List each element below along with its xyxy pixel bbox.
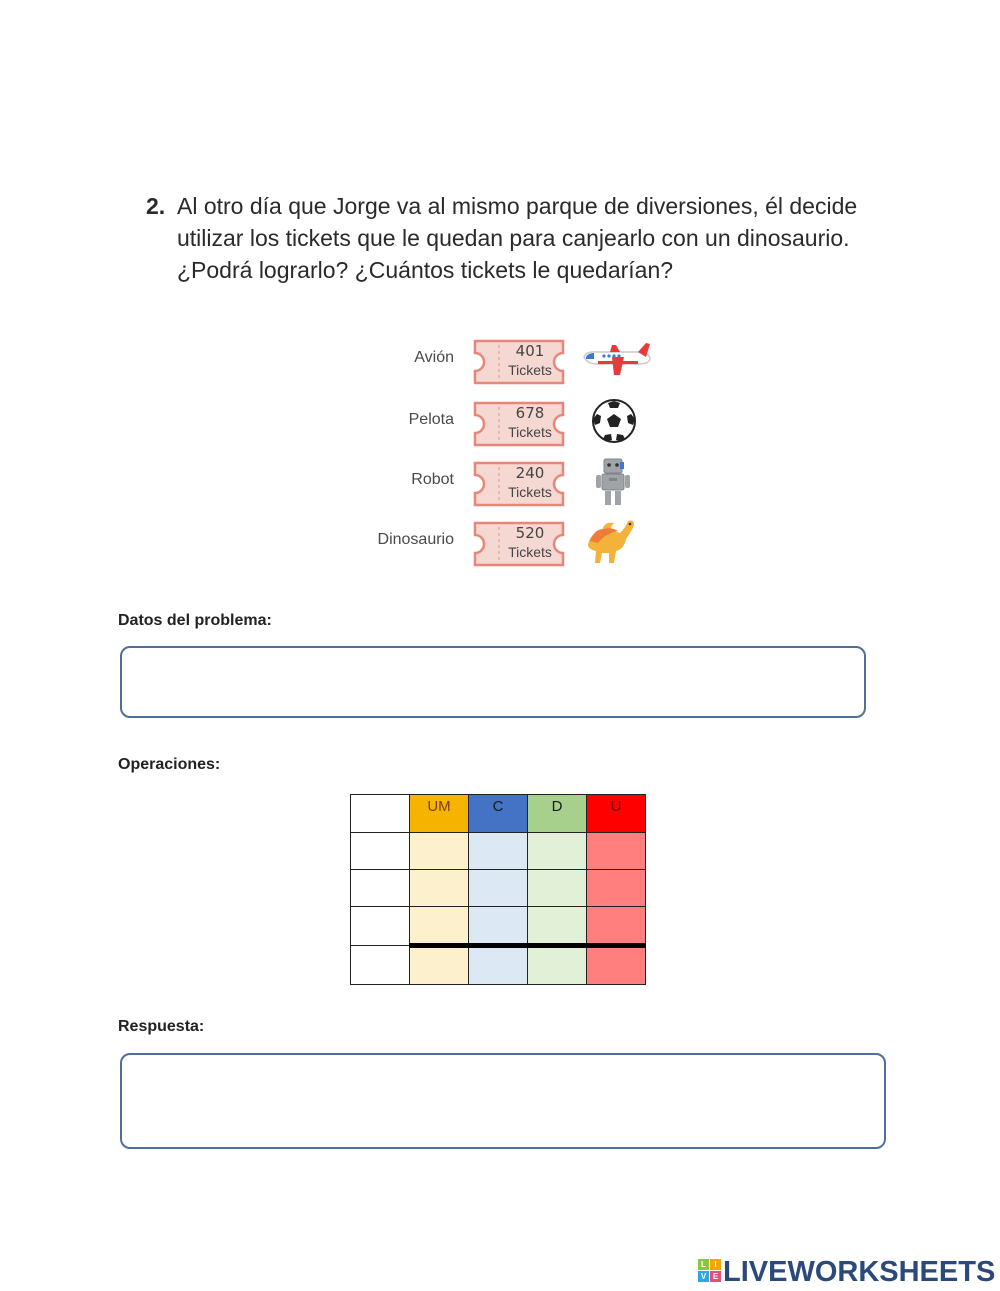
header-cell-um (410, 795, 469, 833)
table-result-row (351, 946, 646, 985)
answer-input[interactable] (120, 1053, 886, 1149)
sign-cell[interactable] (351, 946, 410, 985)
um-cell[interactable] (410, 833, 469, 870)
c-cell[interactable] (469, 946, 528, 985)
table-row (351, 833, 646, 870)
u-cell[interactable] (587, 946, 646, 985)
header-um-label: UM (427, 798, 451, 815)
problem-data-input[interactable] (120, 646, 866, 718)
d-cell[interactable] (528, 946, 587, 985)
logo-tiles-icon (698, 1259, 722, 1283)
table-row (351, 870, 646, 907)
um-cell[interactable] (410, 946, 469, 985)
ticket-unit: Tickets (508, 424, 552, 440)
um-cell[interactable] (410, 870, 469, 907)
u-cell[interactable] (587, 870, 646, 907)
d-cell[interactable] (528, 870, 587, 907)
um-cell[interactable] (410, 907, 469, 946)
question-number: 2. (146, 193, 166, 219)
logo-tile: L (698, 1259, 709, 1270)
ticket-count: 401 (515, 342, 545, 360)
sign-cell[interactable] (351, 907, 410, 946)
header-u-label: U (610, 798, 622, 815)
ticket-unit: Tickets (508, 362, 552, 378)
ticket (473, 401, 565, 447)
u-cell[interactable] (587, 833, 646, 870)
soccer-ball-icon (580, 397, 652, 449)
header-c-label: C (492, 798, 504, 815)
prize-row (370, 457, 670, 507)
prize-name: Robot (411, 471, 454, 488)
ticket (473, 521, 565, 567)
sign-cell[interactable] (351, 833, 410, 870)
header-cell-d (528, 795, 587, 833)
question (146, 190, 906, 286)
prize-list (370, 335, 670, 575)
prize-name: Dinosaurio (377, 531, 454, 548)
c-cell[interactable] (469, 870, 528, 907)
c-cell[interactable] (469, 833, 528, 870)
ticket (473, 461, 565, 507)
logo-tile: E (710, 1271, 721, 1282)
prize-row (370, 517, 670, 567)
ticket-unit: Tickets (508, 544, 552, 560)
prize-row (370, 397, 670, 447)
logo-tile: I (710, 1259, 721, 1270)
dinosaur-icon (580, 517, 652, 569)
table-header-row (351, 795, 646, 833)
c-cell[interactable] (469, 907, 528, 946)
prize-name: Pelota (408, 411, 454, 428)
answer-label: Respuesta: (118, 1018, 205, 1035)
logo-tile: V (698, 1271, 709, 1282)
table-row (351, 907, 646, 946)
operations-label: Operaciones: (118, 756, 221, 773)
u-cell[interactable] (587, 907, 646, 946)
ticket-count: 240 (515, 464, 545, 482)
ticket-count: 678 (515, 404, 545, 422)
airplane-icon (580, 335, 652, 387)
prize-row (370, 335, 670, 385)
header-cell-blank (351, 795, 410, 833)
header-d-label: D (551, 798, 563, 815)
header-cell-c (469, 795, 528, 833)
question-text: Al otro día que Jorge va al mismo parque de diversiones, él decide utilizar los tickets que le quedan para canjearlo con un dinosaurio. ¿Podrá lograrlo? ¿Cuántos tickets le quedarían? (177, 193, 858, 283)
robot-icon (580, 457, 652, 509)
header-cell-u (587, 795, 646, 833)
d-cell[interactable] (528, 833, 587, 870)
ticket-unit: Tickets (508, 484, 552, 500)
d-cell[interactable] (528, 907, 587, 946)
data-label: Datos del problema: (118, 612, 272, 629)
ticket (473, 339, 565, 385)
place-value-table (350, 794, 646, 985)
ticket-count: 520 (515, 524, 545, 542)
prize-name: Avión (414, 349, 454, 366)
sign-cell[interactable] (351, 870, 410, 907)
brand-text: LIVEWORKSHEETS (723, 1256, 996, 1288)
